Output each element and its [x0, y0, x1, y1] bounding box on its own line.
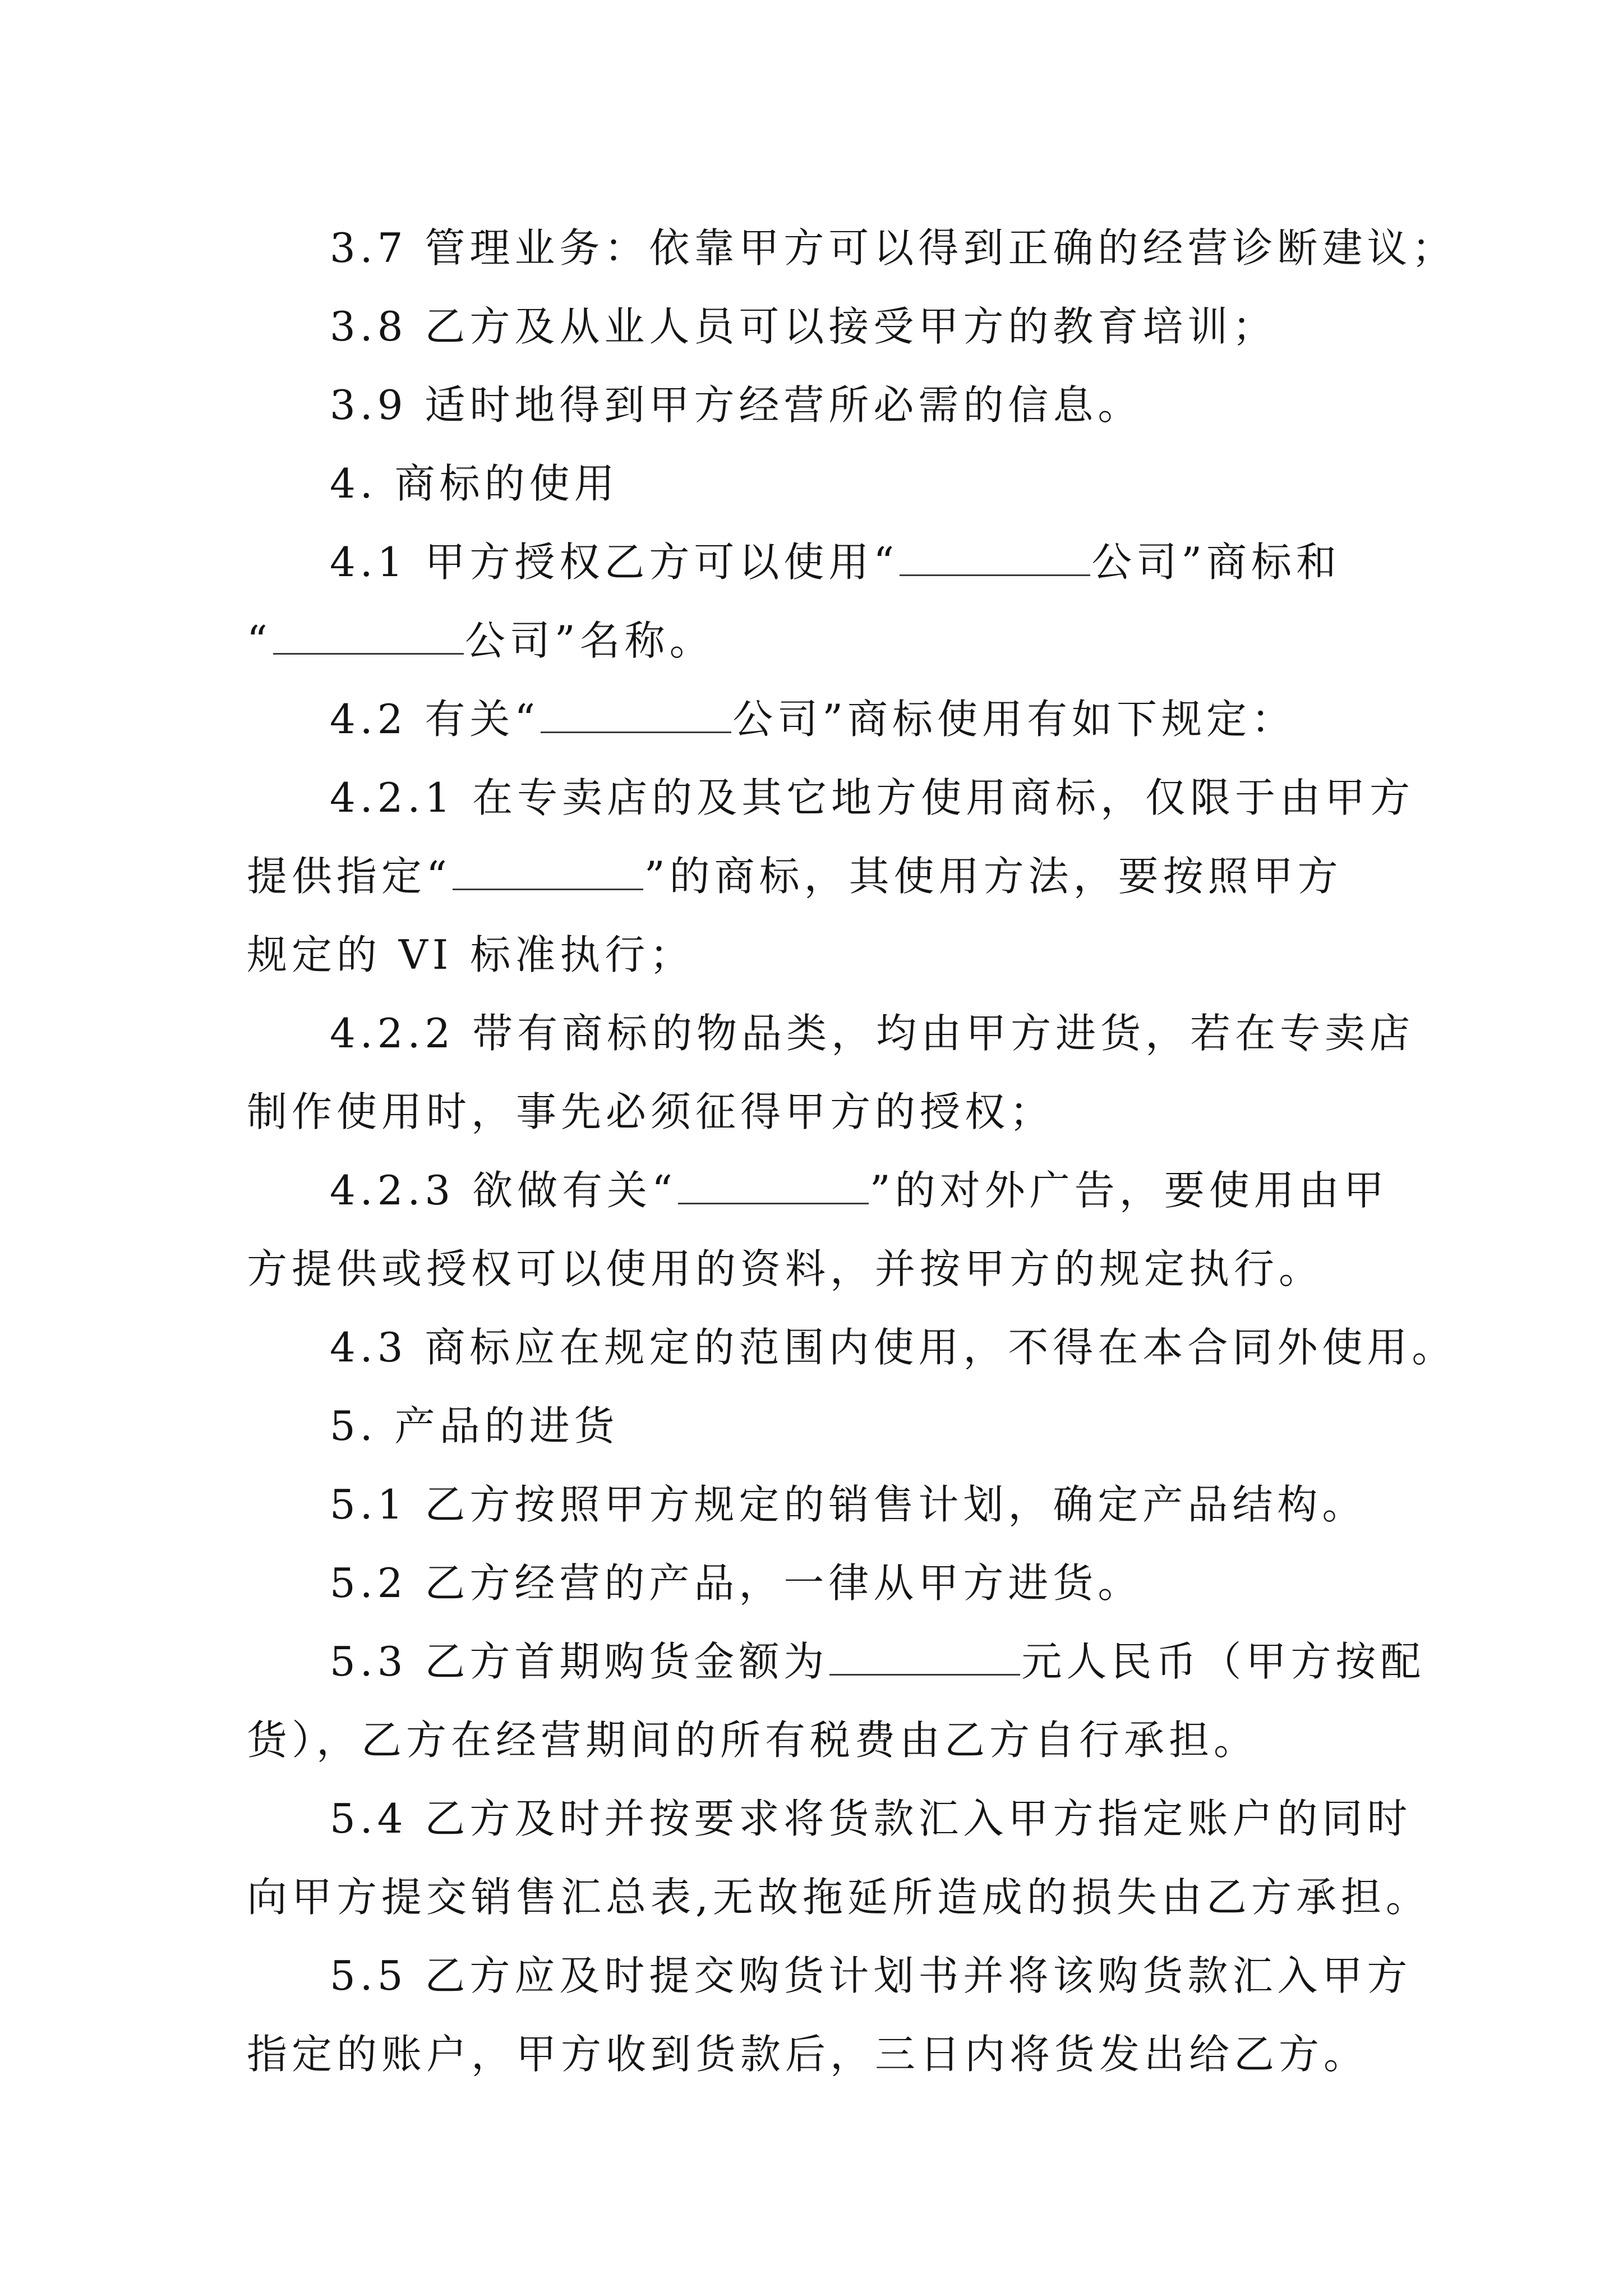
clause-4-2-2-line-2: 制作使用时，事先必须征得甲方的授权； [247, 1088, 1055, 1135]
clause-4-2-1-line-1: 4.2.1 在专卖店的及其它地方使用商标，仅限于由甲方 [330, 774, 1415, 821]
clause-4-1-line-1: 4.1 甲方授权乙方可以使用“ 公司”商标和 [330, 539, 1341, 586]
fill-in-blank [541, 697, 731, 733]
section-heading-5: 5. 产品的进货 [330, 1402, 619, 1450]
fill-in-blank [273, 618, 464, 655]
clause-5-3-line-1: 5.3 乙方首期购货金额为 元人民币（甲方按配 [330, 1638, 1426, 1685]
clause-4-2-3-line-1: 4.2.3 欲做有关“ ”的对外广告，要使用由甲 [330, 1167, 1389, 1214]
clause-4-1-line-2: “ 公司”名称。 [247, 617, 714, 664]
clause-4-2-1-line-3: 规定的 VI 标准执行； [247, 931, 695, 978]
clause-4-2: 4.2 有关“ 公司”商标使用有如下规定： [330, 696, 1297, 743]
fill-in-blank [678, 1168, 869, 1204]
clause-5-4-line-1: 5.4 乙方及时并按要求将货款汇入甲方指定账户的同时 [330, 1795, 1412, 1842]
clause-5-2: 5.2 乙方经营的产品，一律从甲方进货。 [330, 1559, 1143, 1607]
clause-5-1: 5.1 乙方按照甲方规定的销售计划，确定产品结构。 [330, 1481, 1367, 1528]
clause-5-3-line-2: 货），乙方在经营期间的所有税费由乙方自行承担。 [247, 1717, 1259, 1764]
clause-3-7: 3.7 管理业务：依靠甲方可以得到正确的经营诊断建议； [330, 224, 1457, 272]
fill-in-blank [453, 854, 643, 890]
clause-4-3: 4.3 商标应在规定的范围内使用，不得在本合同外使用。 [330, 1324, 1457, 1371]
clause-3-9: 3.9 适时地得到甲方经营所必需的信息。 [330, 381, 1143, 429]
clause-5-4-line-2: 向甲方提交销售汇总表,无故拖延所造成的损失由乙方承担。 [247, 1874, 1431, 1921]
fill-in-blank [829, 1639, 1020, 1676]
clause-4-2-2-line-1: 4.2.2 带有商标的物品类，均由甲方进货，若在专卖店 [330, 1010, 1415, 1057]
clause-5-5-line-2: 指定的账户，甲方收到货款后，三日内将货发出给乙方。 [247, 2031, 1369, 2078]
clause-4-2-3-line-2: 方提供或授权可以使用的资料，并按甲方的规定执行。 [247, 1245, 1324, 1292]
clause-5-5-line-1: 5.5 乙方应及时提交购货计划书并将该购货款汇入甲方 [330, 1952, 1412, 1999]
clause-3-8: 3.8 乙方及从业人员可以接受甲方的教育培训； [330, 303, 1278, 350]
clause-4-2-1-line-2: 提供指定“ ”的商标，其使用方法，要按照甲方 [247, 853, 1343, 900]
fill-in-blank [900, 540, 1090, 576]
section-heading-4: 4. 商标的使用 [330, 460, 619, 507]
